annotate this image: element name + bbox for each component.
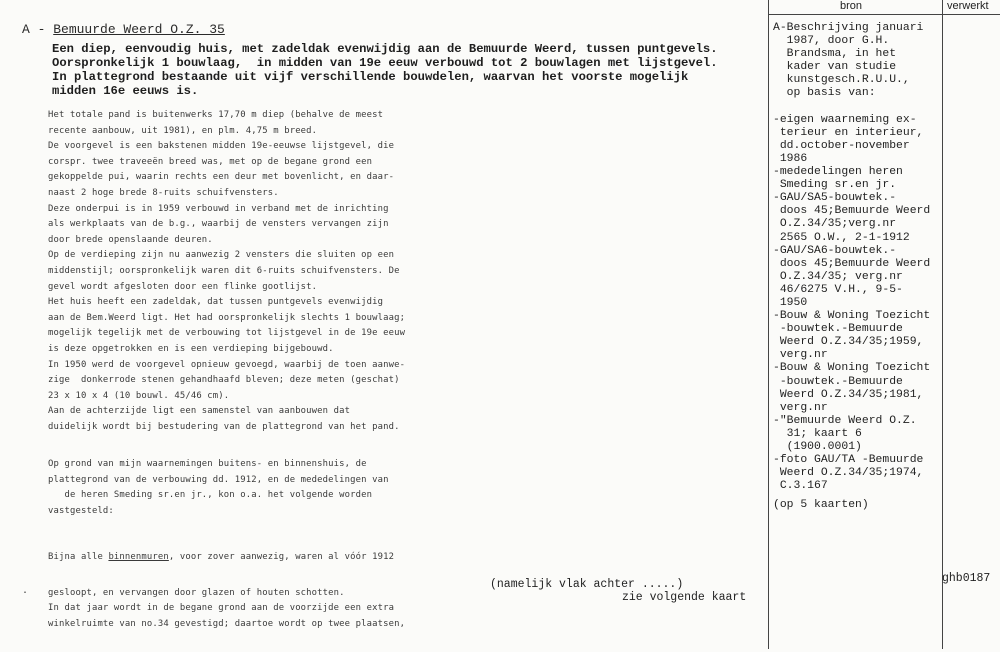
column-divider-bron [768,0,769,649]
text-line: 23 x 10 x 4 (10 bouwl. 45/46 cm). [48,390,230,401]
column-header-verwerkt: verwerkt [947,0,989,12]
source-line [773,101,945,114]
note-namelijk: (namelijk vlak achter .....) [490,578,684,591]
source-line: C.3.167 [773,480,828,493]
margin-dot: . [22,585,29,596]
intro-paragraph [52,42,752,98]
sources-list [773,22,945,512]
source-line: -eigen waarneming ex- [773,113,917,126]
source-line: -"Bemuurde Weerd O.Z. [773,414,917,427]
text-line: Op de verdieping zijn nu aanwezig 2 vensters die sluiten op een [48,250,395,261]
text-line [48,550,405,566]
source-line: -foto GAU/TA -Bemuurde [773,454,924,467]
source-line: 1950 [773,296,808,309]
text-line: Op grond van mijn waarnemingen buitens- en binnenshuis, de [48,459,367,469]
source-line: A-Beschrijving januari [773,22,924,34]
text-line: als werkplaats van de b.g., waarbij de vensters vervangen zijn [48,219,389,230]
text-line: gesloopt, en vervangen door glazen of houten schotten. [48,587,345,598]
text-line: de heren Smeding sr.en jr., kon o.a. het volgende worden [48,490,373,501]
header-rule [768,14,1000,15]
source-line: verg.nr [773,349,828,362]
source-line: doos 45;Bemuurde Weerd [773,205,931,218]
source-line: Smeding sr.en jr. [773,179,897,192]
intro-line: Oorspronkelijk 1 bouwlaag, in midden van 19e eeuw verbouwd tot 2 bouwlagen met lijstgevel. [52,56,718,70]
source-line: kader van studie [773,61,897,74]
source-line: 46/6275 V.H., 9-5- [773,283,903,296]
text-line: In dat jaar wordt in de begane grond aan de voorzijde een extra [48,603,395,614]
source-line: -Bouw & Woning Toezicht [773,362,931,375]
verwerkt-code: ghb0187 [942,572,991,585]
text-line: zige donkerrode stenen gehandhaafd bleven; deze meten (geschat) [48,375,400,386]
text-line: plattegrond van de verbouwing dd. 1912, en de mededelingen van [48,474,389,485]
intro-line: Een diep, eenvoudig huis, met zadeldak evenwijdig aan de Bemuurde Weerd, tussen puntgevels. [52,42,718,56]
findings-paragraph [48,457,389,519]
intro-line: midden 16e eeuws is. [52,84,199,98]
note-volgende-kaart: zie volgende kaart [622,591,747,604]
source-line: -bouwtek.-Bemuurde [773,375,903,388]
text-line: door brede openslaande deuren. [48,234,213,245]
source-line: dd.october-november [773,139,910,152]
source-line: -GAU/SA5-bouwtek.- [773,192,897,205]
text-line: vastgesteld: [48,505,114,516]
source-line: Weerd O.Z.34/35;1974, [773,467,924,480]
card-title [22,22,225,37]
column-header-bron: bron [840,0,863,12]
text-line: is deze opgetrokken en is een verdieping bijgebouwd. [48,343,334,354]
text-line: Aan de achterzijde ligt een samenstel van aanbouwen dat [48,406,351,417]
text-line: winkelruimte van no.34 gevestigd; daartoe wordt op twee plaatsen, [48,618,406,629]
sources-footer: (op 5 kaarten) [773,499,869,512]
text-line: gevel wordt afgesloten door een flinke gootlijst. [48,281,318,292]
text-line: duidelijk wordt bij bestudering van de plattegrond van het pand. [48,421,400,432]
title-address: Bemuurde Weerd O.Z. 35 [53,22,225,37]
text-line: In 1950 werd de voorgevel opnieuw gevoegd, waarbij de toen aanwe- [48,359,406,370]
source-line: op basis van: [773,87,876,100]
title-prefix: A - [22,22,54,37]
text-line: gekoppelde pui, waarin rechts een deur met bovenlicht, en daar- [48,172,395,183]
source-line: doos 45;Bemuurde Weerd [773,257,931,270]
text-line: corspr. twee traveeën breed was, met op de begane grond een [48,156,373,167]
source-line: Weerd O.Z.34/35;1981, [773,388,924,401]
source-line: -mededelingen heren [773,166,903,179]
source-line: 2565 O.W., 2-1-1912 [773,231,910,244]
description-paragraph [48,108,405,435]
intro-line: In plattegrond bestaande uit vijf verschillende bouwdelen, waarvan het voorste mogelijk [52,70,689,84]
walls-paragraph [48,530,405,652]
source-line: O.Z.34/35; verg.nr [773,270,903,283]
source-line: 1987, door G.H. [773,35,890,48]
text-line: mogelijk tegelijk met de verbouwing tot lijstgevel in de 19e eeuw [48,328,406,339]
text-line: middenstijl; oorspronkelijk waren dit 6-ruits schuifvensters. De [48,265,400,276]
source-line: -Bouw & Woning Toezicht [773,310,931,323]
text-line: aan de Bem.Weerd ligt. Het had oorspronkelijk slechts 1 bouwlaag; [48,312,406,323]
source-line: (1900.0001) [773,441,862,453]
text-fragment: Bijna alle [48,552,109,562]
text-line: Het totale pand is buitenwerks 17,70 m diep (behalve de meest [48,110,384,120]
source-line: kunstgesch.R.U.U., [773,74,910,87]
text-line: recente aanbouw, uit 1981), en plm. 4,75 m breed. [48,125,318,136]
text-line: Deze onderpui is in 1959 verbouwd in verband met de inrichting [48,203,389,214]
source-line: verg.nr [773,401,828,414]
source-line: O.Z.34/35;verg.nr [773,218,897,231]
source-line: -GAU/SA6-bouwtek.- [773,244,897,257]
source-line: terieur en interieur, [773,126,924,139]
source-line: 1986 [773,152,808,165]
text-line: naast 2 hoge brede 8-ruits schuifvensters. [48,187,279,198]
source-line: 31; kaart 6 [773,427,862,440]
text-line: De voorgevel is een bakstenen midden 19e-eeuwse lijstgevel, die [48,141,395,152]
source-line: -bouwtek.-Bemuurde [773,323,903,336]
underlined-word: binnenmuren [108,552,169,562]
text-fragment: , voor zover aanwezig, waren al vóór 1912 [168,552,395,562]
text-line: Het huis heeft een zadeldak, dat tussen puntgevels evenwijdig [48,297,384,308]
source-line: Brandsma, in het [773,48,897,61]
source-line: Weerd O.Z.34/35;1959, [773,336,924,349]
